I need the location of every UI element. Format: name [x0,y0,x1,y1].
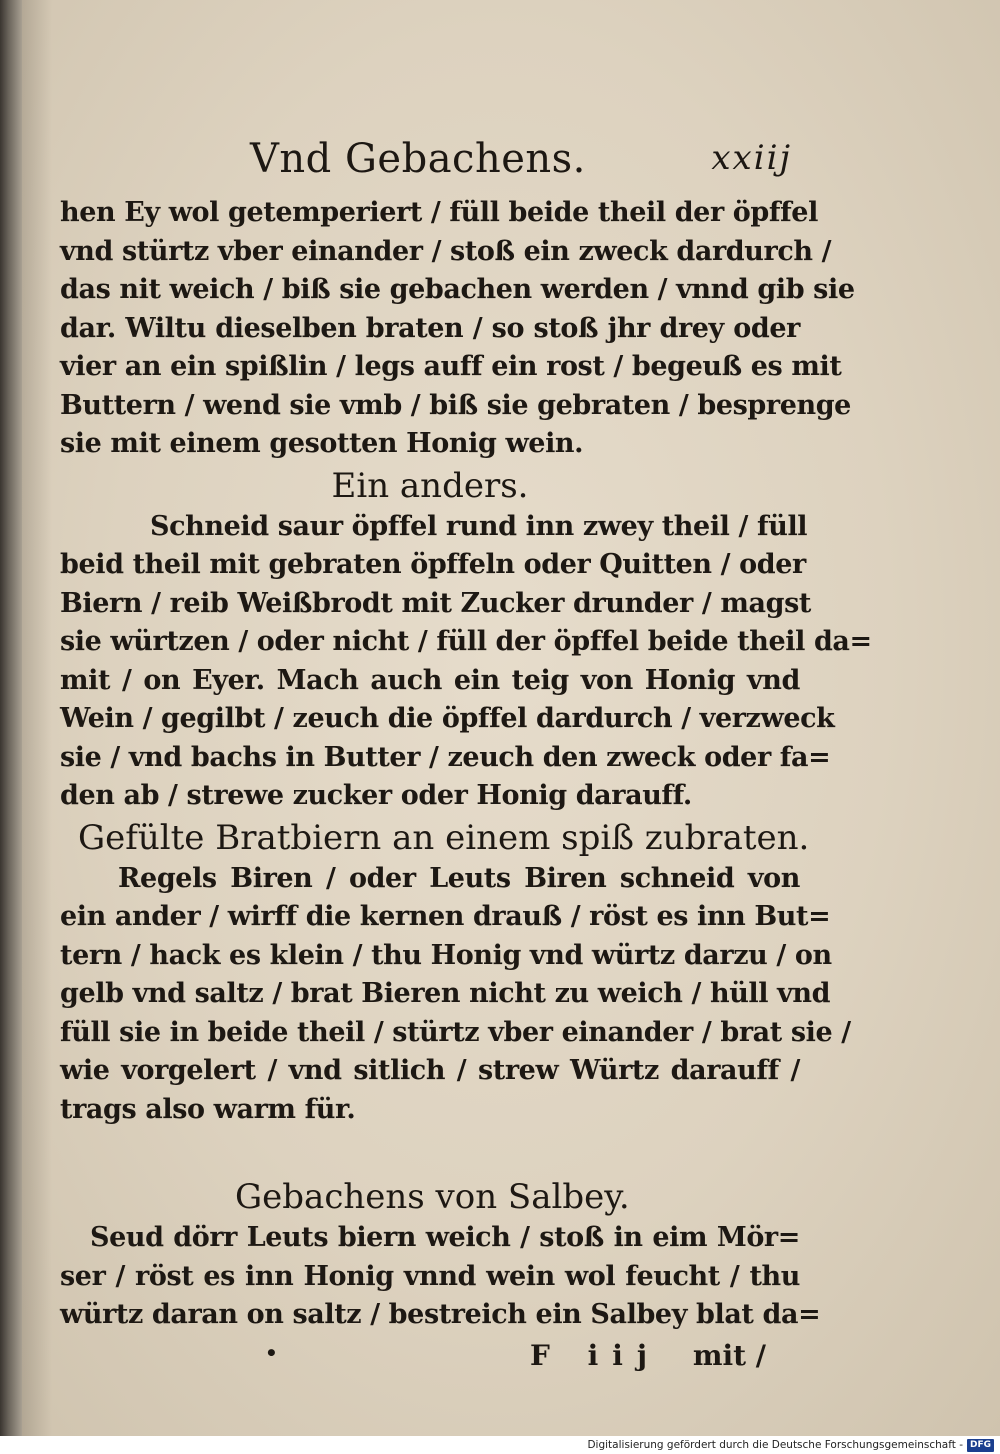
paragraph-4 [60,1219,821,1335]
text-line: Seud dörr Leuts biern weich / stoß in eim Mör= [90,1222,800,1253]
printer-mark: • [265,1340,278,1365]
text-line: würtz daran on saltz / bestreich ein Salbey blat da= [60,1299,821,1330]
text-line: Regels Biren / oder Leuts Biren schneid von [118,862,800,894]
text-line: den ab / strewe zucker oder Honig darauff. [60,780,692,811]
credit-text: Digitalisierung gefördert durch die Deutsche Forschungsgemeinschaft - [587,1439,963,1451]
text-line: tern / hack es klein / thu Honig vnd würtz darzu / on [60,939,832,971]
text-line: mit / on Eyer. Mach auch ein teig von Honig vnd [60,664,800,696]
paragraph-2 [60,508,872,816]
text-line: Wein / gegilbt / zeuch die öpffel dardurch / verzweck [60,703,835,734]
text-line: Buttern / wend sie vmb / biß sie gebraten / besprenge [60,389,851,421]
text-line: hen Ey wol getemperiert / füll beide theil der öpffel [60,197,818,228]
text-line: beid theil mit gebraten öpffeln oder Quitten / oder [60,549,806,580]
running-head: Vnd Gebachens. [250,136,586,182]
text-line: wie vorgelert / vnd sitlich / strew Würtz darauff / [60,1055,800,1086]
section-heading: Gefülte Bratbiern an einem spiß zubraten. [78,817,810,858]
text-line: gelb vnd saltz / brat Bieren nicht zu weich / hüll vnd [60,978,831,1009]
page-gutter-shadow [22,0,52,1436]
text-line: füll sie in beide theil / stürtz vber einander / brat sie / [60,1016,851,1048]
text-line: dar. Wiltu dieselben braten / so stoß jhr drey oder [60,312,800,344]
spacer [60,1129,800,1175]
text-line: sie / vnd bachs in Butter / zeuch den zweck oder fa= [60,741,831,773]
text-line: ein ander / wirff die kernen drauß / röst es inn But= [60,901,831,932]
paragraph-1 [60,194,855,464]
text-block [60,136,872,1379]
book-binding-edge [0,0,22,1436]
digitization-credit [587,1438,994,1452]
text-line: das nit weich / biß sie gebachen werden / vnnd gib sie [60,274,855,305]
text-line: Biern / reib Weißbrodt mit Zucker drunder / magst [60,587,811,619]
page-header [60,136,800,194]
text-line: sie mit einem gesotten Honig wein. [60,428,584,459]
page-footer [60,1335,800,1379]
folio-number: xxiij [711,138,792,178]
catchword: mit / [692,1338,766,1372]
text-line: sie würtzen / oder nicht / füll der öpffel beide theil da= [60,626,872,657]
dfg-logo: DFG [967,1439,994,1452]
text-line: vnd stürtz vber einander / stoß ein zweck dardurch / [60,235,832,267]
section-heading: Gebachens von Salbey. [235,1177,630,1217]
text-line: vier an ein spißlin / legs auff ein rost / begeuß es mit [60,351,842,382]
text-line: Schneid saur öpffel rund inn zwey theil / füll [150,510,808,542]
signature-mark: F iij [530,1338,662,1372]
paragraph-3 [60,860,851,1130]
section-heading: Ein anders. [331,465,529,506]
text-line: ser / röst es inn Honig vnnd wein wol feucht / thu [60,1260,800,1292]
text-line: trags also warm für. [60,1093,356,1125]
